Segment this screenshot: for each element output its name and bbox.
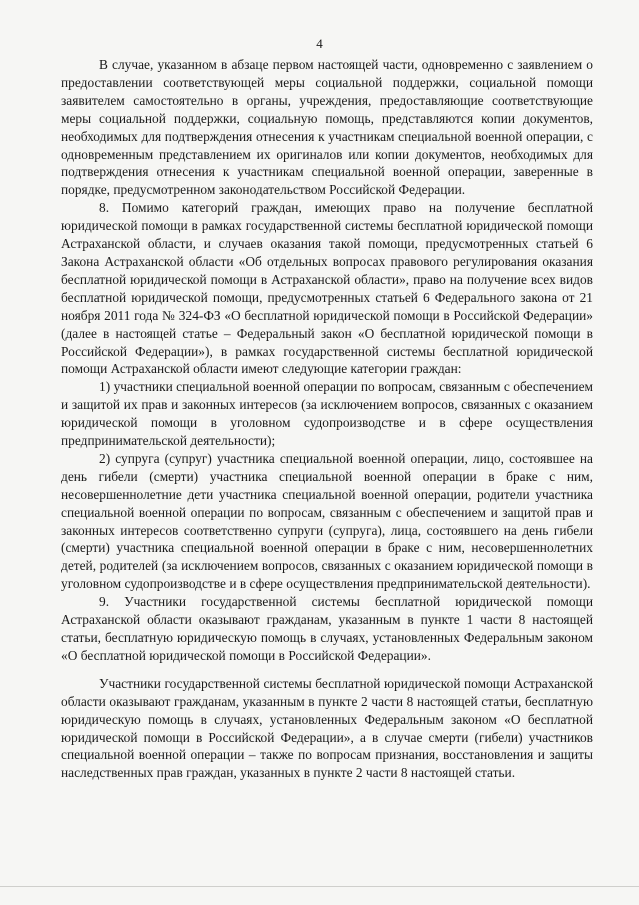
paragraph-item-9-second: Участники государственной системы бесплатной юридической помощи Астраханской области оказывают гражданам, указанным в пункте 2 части 8 настоящей статьи, бесплатную юридическую помощь в случаях, установленных Федеральным законом «О бесплатной юридической помощи в Российской Федерации», а в случае смерти (гибели) участников специальной военной операции – также по вопросам признания, восстановления и защиты наследственных прав граждан, указанных в пункте 2 части 8 настоящей статьи. [61, 675, 593, 781]
page-number: 4 [316, 36, 323, 51]
document-body [61, 56, 593, 782]
paragraph-item-8: 8. Помимо категорий граждан, имеющих право на получение бесплатной юридической помощи в рамках государственной системы бесплатной юридической помощи Астраханской области, и случаев оказания такой помощи, предусмотренных статьей 6 Закона Астраханской области «Об отдельных вопросах правового регулирования оказания бесплатной юридической помощи в Астраханской области», право на получение всех видов бесплатной юридической помощи, предусмотренных статьей 6 Федерального закона от 21 ноября 2011 года № 324-ФЗ «О бесплатной юридической помощи в Российской Федерации» (далее в настоящей статье – Федеральный закон «О бесплатной юридической помощи в Российской Федерации»), в рамках государственной системы бесплатной юридической помощи Астраханской области имеют следующие категории граждан: [61, 200, 593, 377]
paragraph-supporting-documents: В случае, указанном в абзаце первом настоящей части, одновременно с заявлением о предоставлении соответствующей меры социальной поддержки, социальной помощи заявителем самостоятельно в органы, учреждения, предоставляющие соответствующие меры социальной поддержки, социальную помощь, представляются копии документов, необходимых для подтверждения отнесения к участникам специальной военной операции, с одновременным представлением их оригиналов или копии документов, необходимых для подтверждения отнесения к участникам специальной военной операции, заверенные в порядке, предусмотренном законодательством Российской Федерации. [61, 57, 593, 198]
scan-bottom-edge [0, 886, 639, 887]
paragraph-item-8-1: 1) участники специальной военной операции по вопросам, связанным с обеспечением и защитой их прав и законных интересов (за исключением вопросов, связанных с оказанием юридической помощи в уголовном судопроизводстве и в сфере осуществления предпринимательской деятельности); [61, 379, 593, 449]
paragraph-item-9: 9. Участники государственной системы бесплатной юридической помощи Астраханской области оказывают гражданам, указанным в пункте 1 части 8 настоящей статьи, бесплатную юридическую помощь в случаях, установленных Федеральным законом «О бесплатной юридической помощи в Российской Федерации». [61, 594, 593, 663]
paragraph-item-8-2: 2) супруга (супруг) участника специальной военной операции, лицо, состоявшее на день гибели (смерти) участника специальной военной операции в браке с ним, несовершеннолетние дети участника специальной военной операции, родители участника специальной военной операции по вопросам, связанным с обеспечением и защитой прав и законных интересов соответственно супруги (супруга), лица, состоявшего на день гибели (смерти) участника специальной военной операции в браке с ним, несовершеннолетних детей, родителей (за исключением вопросов, связанных с оказанием юридической помощи в уголовном судопроизводстве и в сфере осуществления предпринимательской деятельности). [61, 450, 593, 592]
